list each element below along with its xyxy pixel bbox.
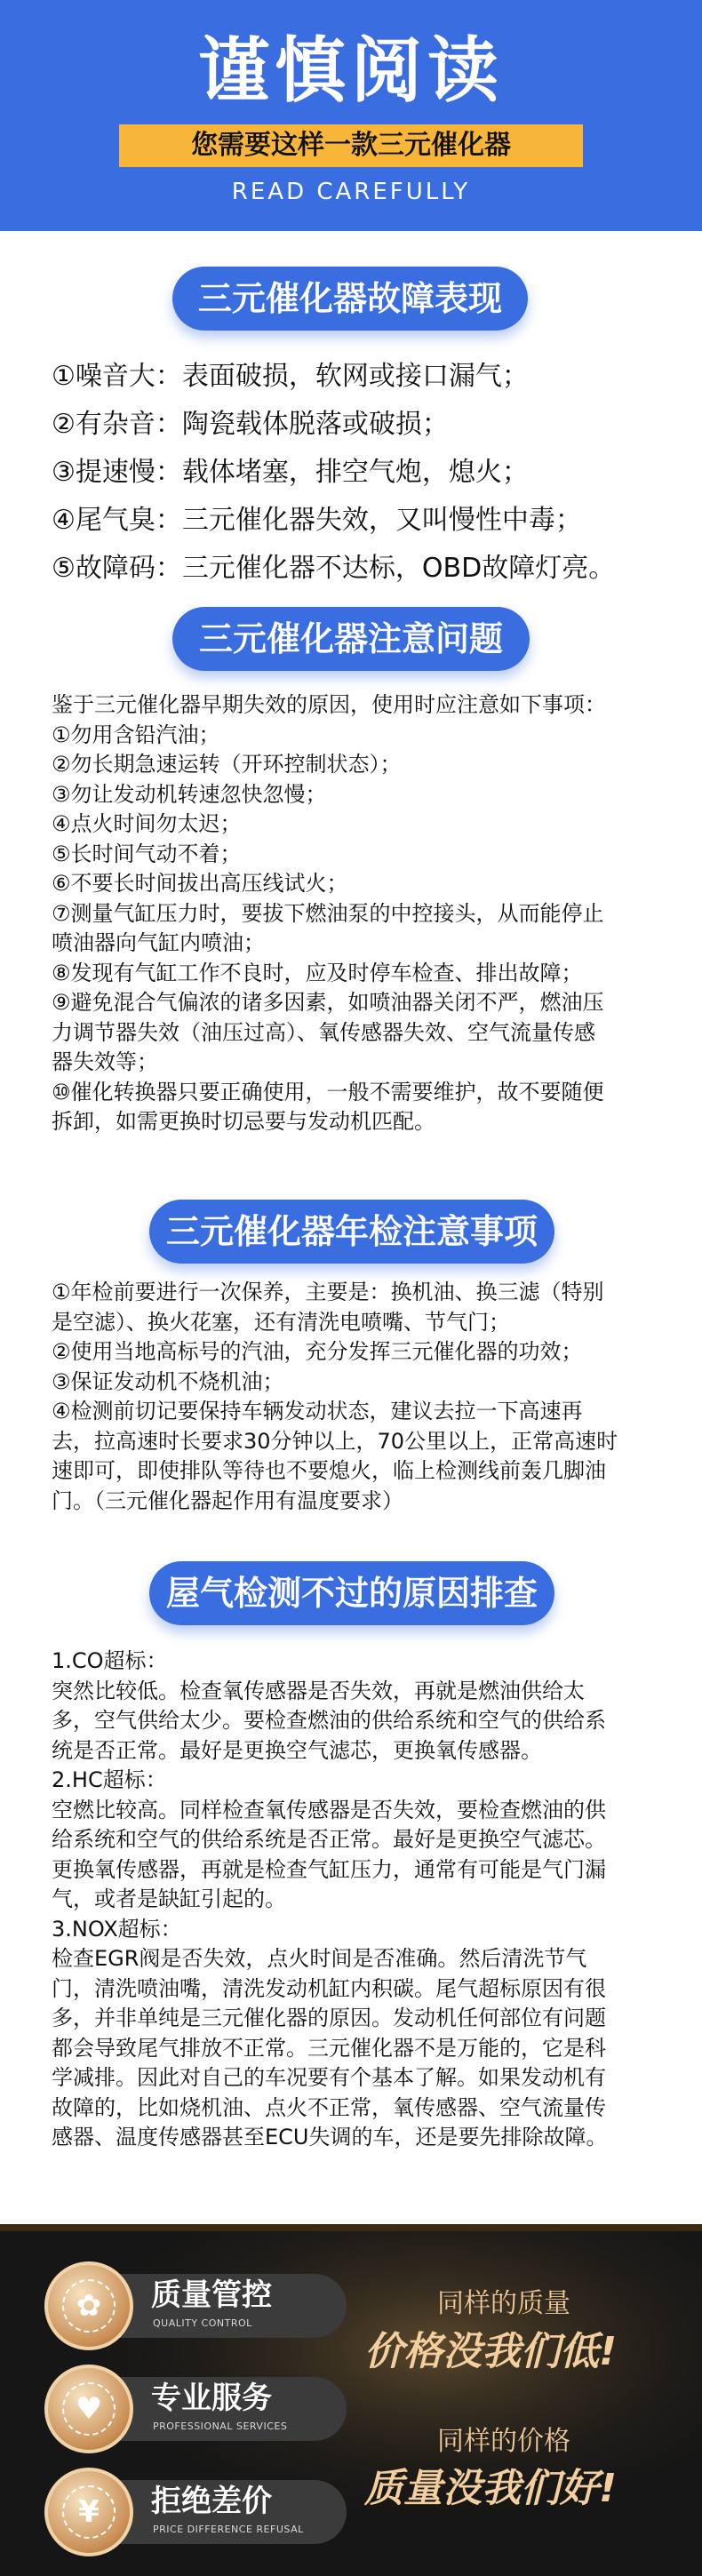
badge-label-en: PRICE DIFFERENCE REFUSAL xyxy=(153,2524,304,2535)
text-line: ③勿让发动机转速忽快忽慢； xyxy=(52,781,327,807)
text-line: 鉴于三元催化器早期失效的原因，使用时应注意如下事项： xyxy=(52,692,606,717)
text-line: ⑩催化转换器只要正确使用，一般不需要维护，故不要随便 xyxy=(52,1079,604,1105)
text-line: 门，清洗喷油嘴，清洗发动机缸内积碳。尾气超标原因有很 xyxy=(52,1975,606,2001)
text-line: 统是否正常。最好是更换空气滤芯，更换氧传感器。 xyxy=(52,1737,542,1763)
text-line: 给系统和空气的供给系统是否正常。最好是更换空气滤芯。 xyxy=(52,1827,606,1852)
promo-small-1: 同样的质量 xyxy=(437,2288,570,2319)
text-line: 故障的，比如烧机油、点火不正常，氧传感器、空气流量传 xyxy=(52,2094,606,2120)
text-line: 门。（三元催化器起作用有温度要求） xyxy=(52,1487,403,1513)
text-line: 多，并非单纯是三元催化器的原因。发动机任何部位有问题 xyxy=(52,2006,606,2030)
emission-text xyxy=(52,1647,665,2153)
text-line: 多，空气供给太少。要检查燃油的供给系统和空气的供给系 xyxy=(52,1708,606,1733)
page-subtitle-en: READ CAREFULLY xyxy=(231,179,471,205)
list-item: ②有杂音：陶瓷载体脱落或破损； xyxy=(52,409,449,440)
text-line: ⑨避免混合气偏浓的诸多因素，如喷油器关闭不严，燃油压 xyxy=(52,990,604,1015)
badge-price xyxy=(44,2468,311,2556)
quality-medal-icon: ✿ xyxy=(44,2261,133,2350)
text-line: ④点火时间勿太迟； xyxy=(52,811,242,836)
text-line: 1.CO超标： xyxy=(52,1648,168,1673)
text-line: ②使用当地高标号的汽油，充分发挥三元催化器的功效； xyxy=(52,1339,583,1364)
price-medal-icon: ¥ xyxy=(44,2468,133,2556)
badge-label: 专业服务 xyxy=(151,2381,272,2416)
badge-service xyxy=(44,2365,311,2453)
promo-small-2: 同样的价格 xyxy=(437,2426,570,2457)
badge-label: 质量管控 xyxy=(151,2277,272,2313)
text-line: 气，或者是缺缸引起的。 xyxy=(52,1886,286,1911)
text-line: ①勿用含铅汽油； xyxy=(52,722,220,747)
promo-big-1: 价格没我们低! xyxy=(364,2329,618,2374)
fault-list xyxy=(52,353,665,593)
badge-tag xyxy=(116,2377,347,2441)
section-title-emission: 屋气检测不过的原因排查 xyxy=(149,1561,554,1625)
text-line: ⑦测量气缸压力时，要拔下燃油泵的中控接头，从而能停止 xyxy=(52,900,604,926)
text-line: 检查EGR阀是否失效，点火时间是否准确。然后清洗节气 xyxy=(52,1946,587,1971)
text-line: 学减排。因此对自己的车况要有个基本了解。如果发动机有 xyxy=(52,2065,606,2090)
footer-banner xyxy=(0,2224,702,2576)
page-title: 谨慎阅读 xyxy=(198,29,504,112)
text-line: 空燃比较高。同样检查氧传感器是否失效，要检查燃油的供 xyxy=(52,1797,606,1822)
text-line: ②勿长期急速运转（开环控制状态）； xyxy=(52,752,402,777)
inspection-text xyxy=(52,1278,665,1516)
text-line: 2.HC超标： xyxy=(52,1767,167,1792)
list-item: ④尾气臭：三元催化器失效，又叫慢性中毒； xyxy=(52,505,582,536)
text-line: 器失效等； xyxy=(52,1049,158,1074)
header-banner xyxy=(0,0,702,231)
text-line: 喷油器向气缸内喷油； xyxy=(52,930,265,955)
badge-label-en: QUALITY CONTROL xyxy=(153,2317,252,2329)
list-item: ①噪音大：表面破损，软网或接口漏气； xyxy=(52,361,529,392)
list-item: ⑤故障码：三元催化器不达标，OBD故障灯亮。 xyxy=(52,553,616,584)
badge-label-en: PROFESSIONAL SERVICES xyxy=(153,2420,288,2432)
service-medal-icon: ♥ xyxy=(44,2365,133,2453)
badge-label: 拒绝差价 xyxy=(151,2484,272,2519)
text-line: 突然比较低。检查氧传感器是否失效，再就是燃油供给太 xyxy=(52,1678,585,1703)
text-line: 力调节器失效（油压过高）、氧传感器失效、空气流量传感 xyxy=(52,1019,595,1045)
badge-quality xyxy=(44,2261,311,2350)
text-line: 感器、温度传感器甚至ECU失调的车，还是要先排除故障。 xyxy=(52,2125,608,2149)
promo-big-2: 质量没我们好! xyxy=(364,2466,618,2511)
text-line: ③保证发动机不烧机油； xyxy=(52,1368,284,1394)
text-line: 是空滤）、换火花塞，还有清洗电喷嘴、节气门； xyxy=(52,1309,510,1335)
list-item: ③提速慢：载体堵塞，排空气炮，熄火； xyxy=(52,457,529,488)
section-title-fault: 三元催化器故障表现 xyxy=(172,267,528,331)
text-line: 去，拉高速时长要求30分钟以上，70公里以上，正常高速时 xyxy=(52,1428,618,1454)
badge-tag xyxy=(116,2274,347,2338)
text-line: 3.NOX超标： xyxy=(52,1916,182,1942)
text-line: 更换氧传感器，再就是检查气缸压力，通常有可能是气门漏 xyxy=(52,1856,606,1882)
text-line: 都会导致尾气排放不正常。三元催化器不是万能的，它是科 xyxy=(52,2035,606,2061)
page-subtitle: 您需要这样一款三元催化器 xyxy=(119,124,583,167)
section-title-inspection: 三元催化器年检注意事项 xyxy=(149,1200,554,1264)
section-title-notes: 三元催化器注意问题 xyxy=(172,607,530,671)
text-line: ⑤长时间气动不着； xyxy=(52,841,242,866)
text-line: 速即可，即使排队等待也不要熄火，临上检测线前轰几脚油 xyxy=(52,1458,606,1483)
notes-text xyxy=(52,690,665,1137)
text-line: ⑧发现有气缸工作不良时，应及时停车检查、排出故障； xyxy=(52,960,583,985)
text-line: ⑥不要长时间拔出高压线试火； xyxy=(52,871,348,896)
badge-tag xyxy=(116,2480,347,2544)
text-line: 拆卸，如需更换时切忌要与发动机匹配。 xyxy=(52,1109,435,1134)
text-line: ④检测前切记要保持车辆发动状态，建议去拉一下高速再 xyxy=(52,1399,583,1424)
text-line: ①年检前要进行一次保养，主要是：换机油、换三滤（特别 xyxy=(52,1280,604,1304)
